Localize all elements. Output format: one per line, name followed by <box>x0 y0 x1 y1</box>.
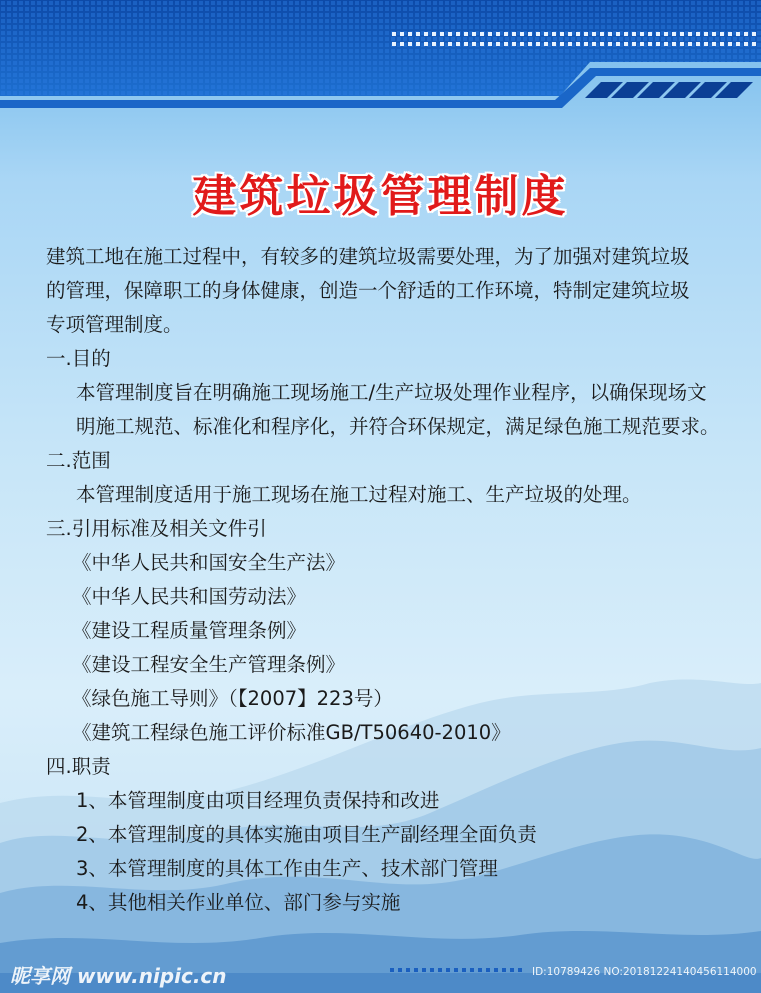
purpose-line: 明施工规范、标准化和程序化，并符合环保规定，满足绿色施工规范要求。 <box>76 415 720 438</box>
intro-line: 建筑工地在施工过程中，有较多的建筑垃圾需要处理，为了加强对建筑垃圾 <box>46 245 690 268</box>
header-banner <box>0 0 761 118</box>
footer-dots <box>390 968 530 974</box>
intro-line: 的管理，保障职工的身体健康，创造一个舒适的工作环境，特制定建筑垃圾 <box>46 279 690 302</box>
section-heading-scope: 二.范围 <box>46 449 111 472</box>
reference-item: 《建设工程安全生产管理条例》 <box>72 653 346 676</box>
purpose-line: 本管理制度旨在明确施工现场施工/生产垃圾处理作业程序，以确保现场文 <box>76 381 707 404</box>
reference-item: 《中华人民共和国劳动法》 <box>72 585 307 608</box>
intro-line: 专项管理制度。 <box>46 313 183 336</box>
duty-item: 1、本管理制度由项目经理负责保持和改进 <box>76 789 440 812</box>
section-heading-references: 三.引用标准及相关文件引 <box>46 517 267 540</box>
reference-item: 《中华人民共和国安全生产法》 <box>72 551 346 574</box>
reference-item: 《绿色施工导则》（【2007】223号） <box>72 687 393 710</box>
section-heading-purpose: 一.目的 <box>46 347 111 370</box>
reference-item: 《建筑工程绿色施工评价标准GB/T50640-2010》 <box>72 721 511 744</box>
duty-item: 3、本管理制度的具体工作由生产、技术部门管理 <box>76 857 498 880</box>
scope-line: 本管理制度适用于施工现场在施工过程对施工、生产垃圾的处理。 <box>76 483 642 506</box>
watermark-id: ID:10789426 NO:20181224140456114000 <box>532 966 757 978</box>
duty-item: 2、本管理制度的具体实施由项目生产副经理全面负责 <box>76 823 537 846</box>
watermark-site: 昵享网 www.nipic.cn <box>10 964 227 988</box>
document-body <box>46 240 746 920</box>
page-title: 建筑垃圾管理制度 <box>192 171 569 222</box>
duty-item: 4、其他相关作业单位、部门参与实施 <box>76 891 401 914</box>
section-heading-duties: 四.职责 <box>46 755 111 778</box>
reference-item: 《建设工程质量管理条例》 <box>72 619 307 642</box>
